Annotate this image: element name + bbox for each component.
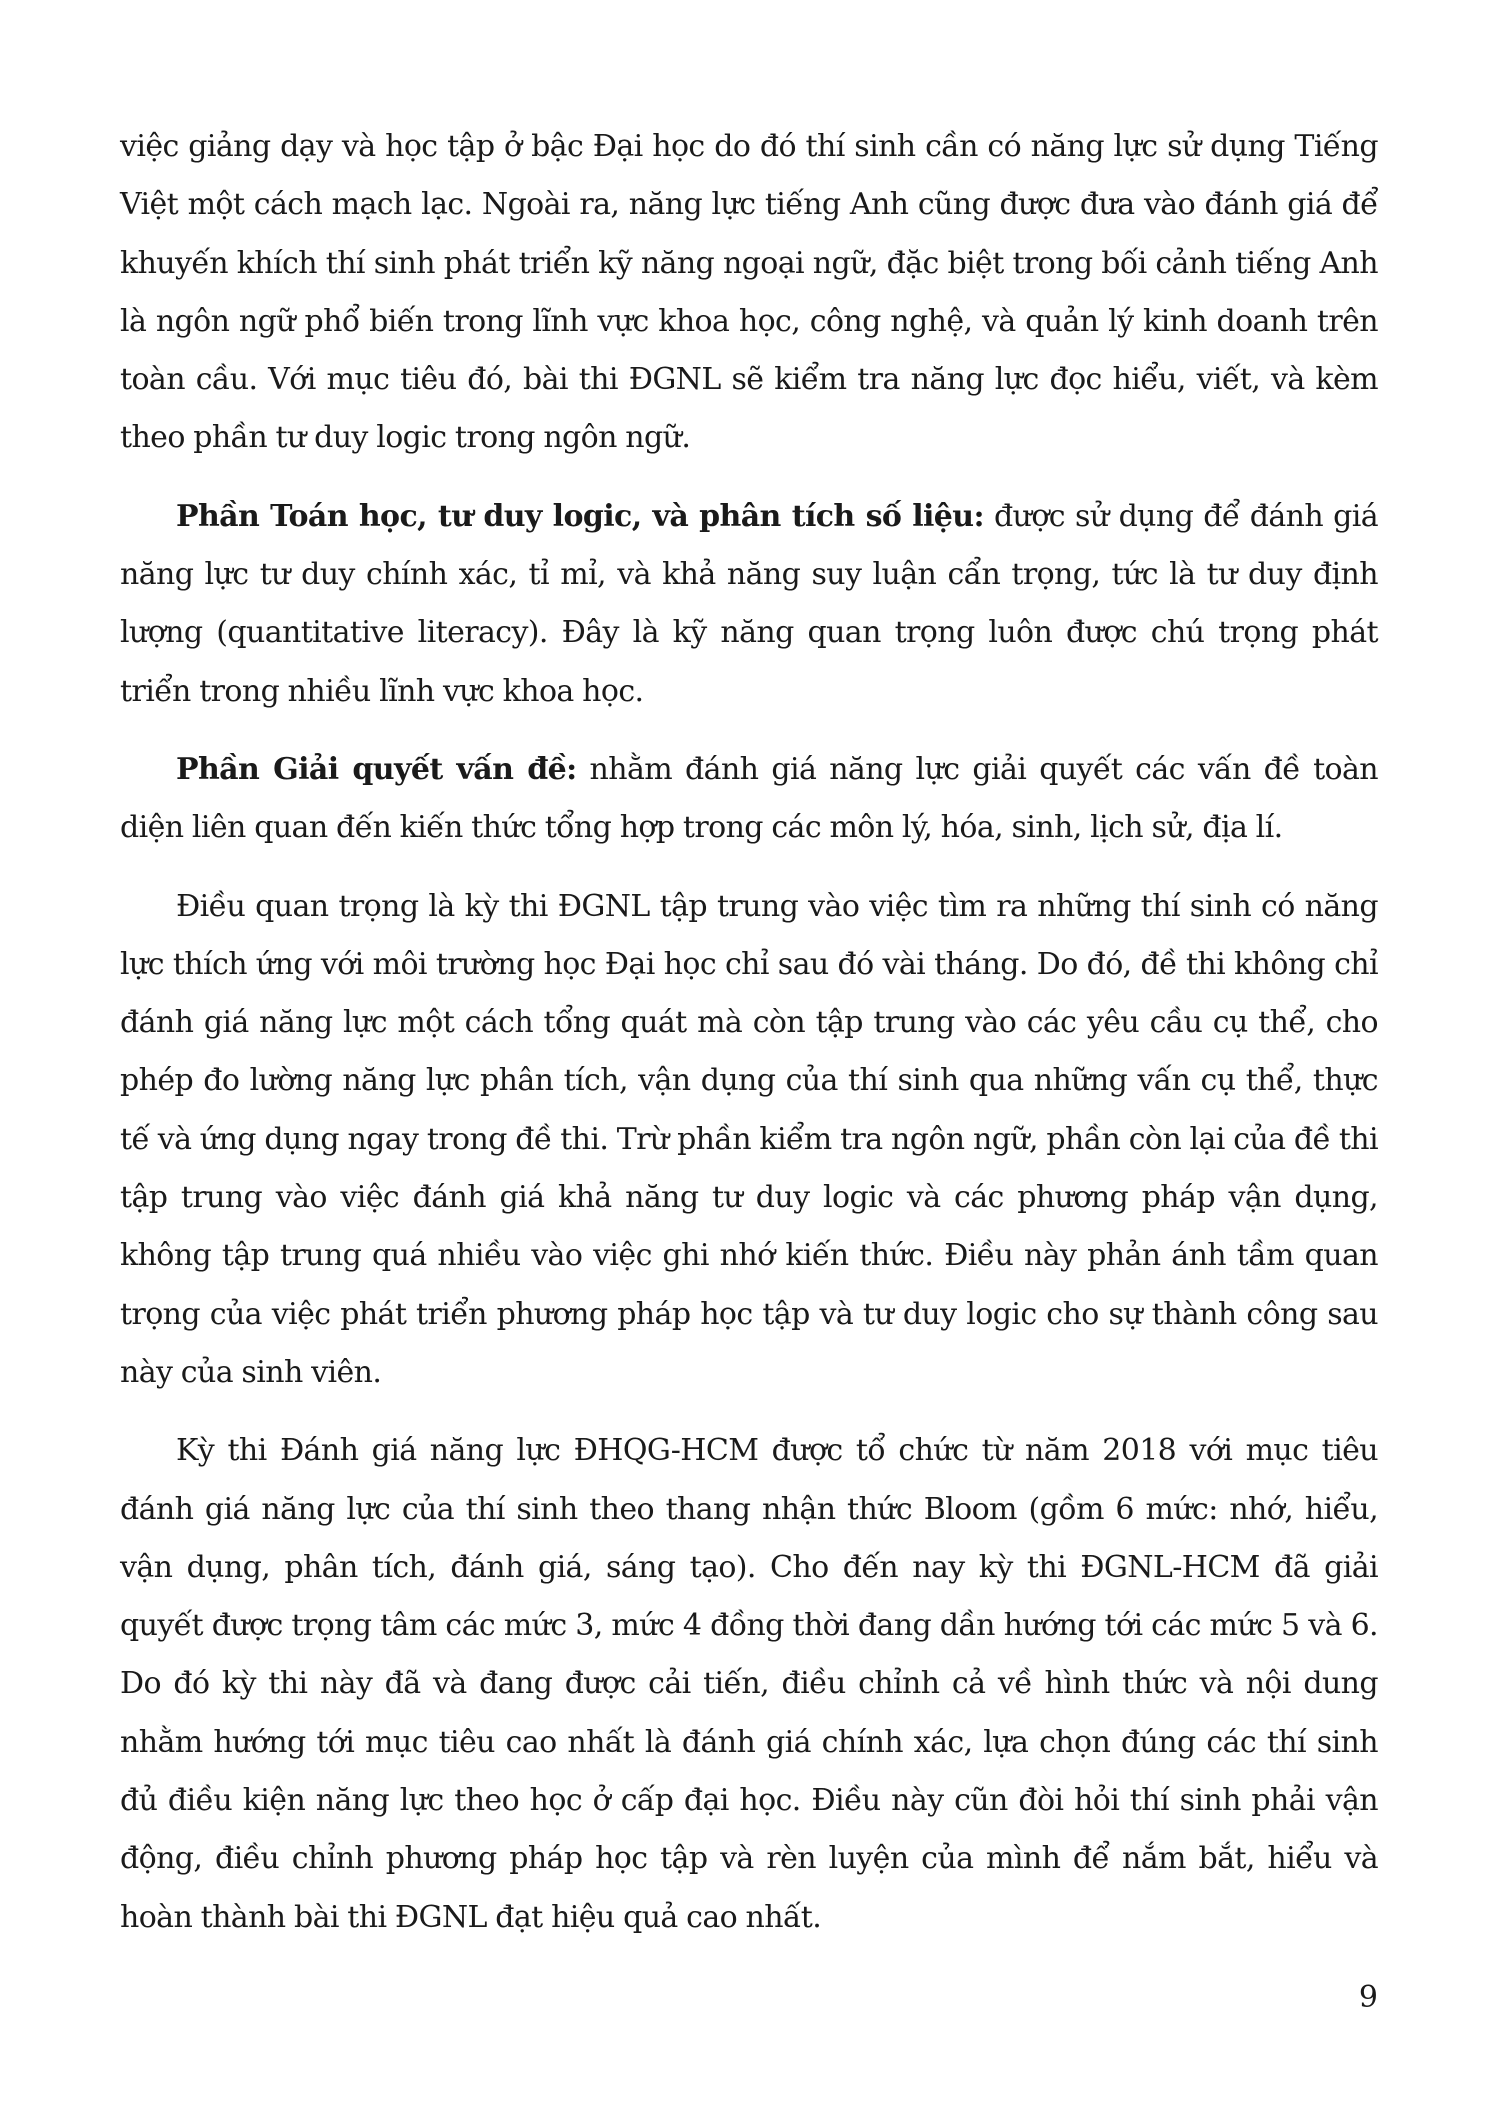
paragraph-2 (120, 488, 1378, 721)
paragraph-heading: Phần Giải quyết vấn đề: (176, 751, 577, 787)
paragraph-5 (120, 1422, 1378, 1947)
paragraph-heading: Phần Toán học, tư duy logic, và phân tích số liệu: (176, 498, 984, 534)
paragraph-4 (120, 878, 1378, 1403)
paragraph-text: được sử dụng để đánh giá năng lực tư duy chính xác, tỉ mỉ, và khả năng suy luận cẩn trọng, tức là tư duy định lượng (quantitative literacy). Đây là kỹ năng quan trọng luôn được chú trọng phát triển trong nhiều lĩnh vực khoa học. (120, 498, 1379, 709)
paragraph-text: Điều quan trọng là kỳ thi ĐGNL tập trung vào việc tìm ra những thí sinh có năng lực thích ứng với môi trường học Đại học chỉ sau đó vài tháng. Do đó, đề thi không chỉ đánh giá năng lực một cách tổng quát mà còn tập trung vào các yêu cầu cụ thể, cho phép đo lường năng lực phân tích, vận dụng của thí sinh qua những vấn cụ thể, thực tế và ứng dụng ngay trong đề thi. Trừ phần kiểm tra ngôn ngữ, phần còn lại của đề thi tập trung vào việc đánh giá khả năng tư duy logic và các phương pháp vận dụng, không tập trung quá nhiều vào việc ghi nhớ kiến thức. Điều này phản ánh tầm quan trọng của việc phát triển phương pháp học tập và tư duy logic cho sự thành công sau này của sinh viên. (120, 888, 1378, 1390)
paragraph-1 (120, 118, 1378, 468)
body-text (120, 118, 1378, 1967)
page-number: 9 (1358, 1980, 1378, 2015)
paragraph-text: Kỳ thi Đánh giá năng lực ĐHQG-HCM được tổ chức từ năm 2018 với mục tiêu đánh giá năng lực của thí sinh theo thang nhận thức Bloom (gồm 6 mức: nhớ, hiểu, vận dụng, phân tích, đánh giá, sáng tạo). Cho đến nay kỳ thi ĐGNL-HCM đã giải quyết được trọng tâm các mức 3, mức 4 đồng thời đang dần hướng tới các mức 5 và 6. Do đó kỳ thi này đã và đang được cải tiến, điều chỉnh cả về hình thức và nội dung nhằm hướng tới mục tiêu cao nhất là đánh giá chính xác, lựa chọn đúng các thí sinh đủ điều kiện năng lực theo học ở cấp đại học. Điều này cũn đòi hỏi thí sinh phải vận động, điều chỉnh phương pháp học tập và rèn luyện của mình để nắm bắt, hiểu và hoàn thành bài thi ĐGNL đạt hiệu quả cao nhất. (120, 1433, 1378, 1935)
paragraph-3 (120, 741, 1378, 858)
paragraph-text: việc giảng dạy và học tập ở bậc Đại học do đó thí sinh cần có năng lực sử dụng Tiếng Việt một cách mạch lạc. Ngoài ra, năng lực tiếng Anh cũng được đưa vào đánh giá để khuyến khích thí sinh phát triển kỹ năng ngoại ngữ, đặc biệt trong bối cảnh tiếng Anh là ngôn ngữ phổ biến trong lĩnh vực khoa học, công nghệ, và quản lý kinh doanh trên toàn cầu. Với mục tiêu đó, bài thi ĐGNL sẽ kiểm tra năng lực đọc hiểu, viết, và kèm theo phần tư duy logic trong ngôn ngữ. (120, 129, 1378, 456)
paragraph-text: nhằm đánh giá năng lực giải quyết các vấn đề toàn diện liên quan đến kiến thức tổng hợp trong các môn lý, hóa, sinh, lịch sử, địa lí. (120, 751, 1378, 846)
